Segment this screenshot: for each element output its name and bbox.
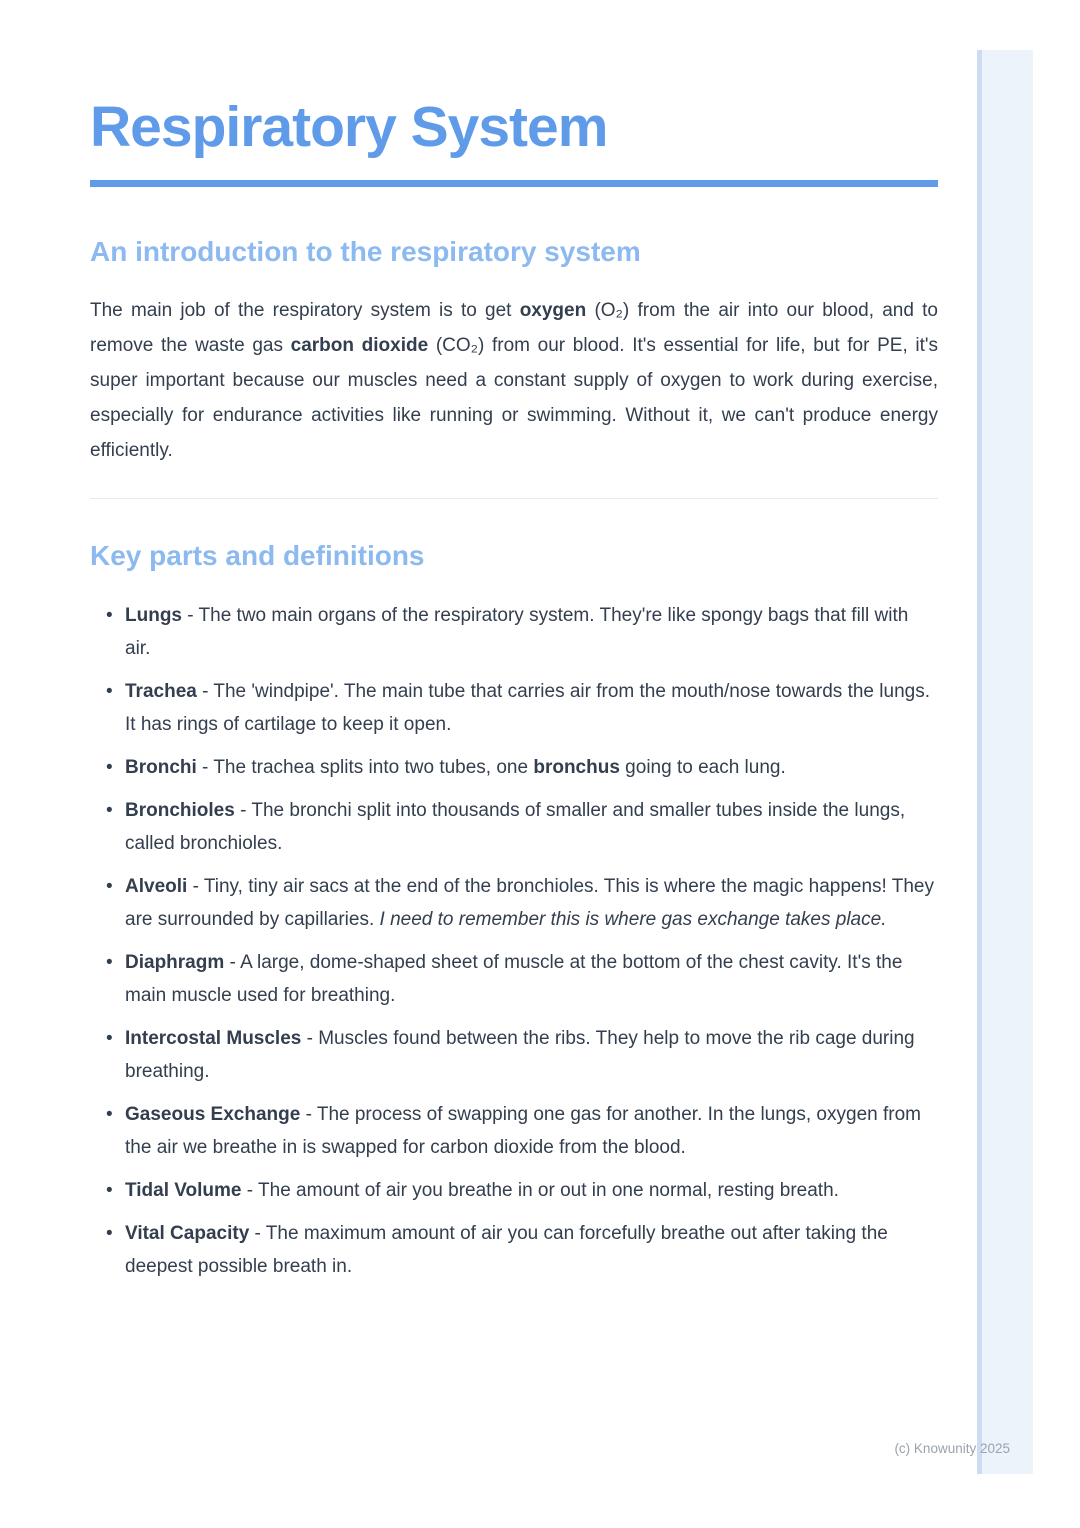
copyright-watermark: (c) Knowunity 2025 <box>894 1441 1010 1456</box>
definition-item <box>125 599 938 665</box>
definition-term: Bronchioles <box>125 800 235 821</box>
text-segment: - The process of swapping one gas for another. In the lungs, oxygen from the air we breathe in is swapped for carbon dioxide from the blood. <box>125 1104 921 1158</box>
definition-term: Gaseous Exchange <box>125 1104 301 1125</box>
definition-term: Lungs <box>125 605 182 626</box>
text-segment: - A large, dome-shaped sheet of muscle at the bottom of the chest cavity. It's the main muscle used for breathing. <box>125 952 903 1006</box>
definition-item <box>125 675 938 741</box>
text-segment: (CO₂) from our blood. It's essential for life, but for PE, it's super important because our muscles need a constant supply of oxygen to work during exercise, especially for endurance activities like running or swimming. Without it, we can't produce energy efficiently. <box>90 335 939 461</box>
definition-item <box>125 751 938 784</box>
definition-item <box>125 870 938 936</box>
text-segment: - The maximum amount of air you can forcefully breathe out after taking the deepest possible breath in. <box>125 1223 888 1277</box>
definition-term: Alveoli <box>125 876 188 897</box>
definitions-list <box>90 599 938 1283</box>
text-segment: - Muscles found between the ribs. They help to move the rib cage during breathing. <box>125 1028 915 1082</box>
text-segment: - Tiny, tiny air sacs at the end of the bronchioles. This is where the magic happens! They are surrounded by capillaries. <box>125 876 934 930</box>
section-heading-key-parts: Key parts and definitions <box>90 540 425 571</box>
intro-paragraph <box>90 293 938 468</box>
definition-term: Diaphragm <box>125 952 225 973</box>
definition-term: Intercostal Muscles <box>125 1028 302 1049</box>
text-segment: (O₂) from the air into our blood, and to remove the waste gas <box>90 300 938 356</box>
definition-item <box>125 1022 938 1088</box>
page-edge-strip <box>977 50 1033 1474</box>
definition-item <box>125 946 938 1012</box>
section-divider <box>90 498 938 499</box>
text-segment: - The trachea splits into two tubes, one <box>196 757 534 778</box>
text-segment: - The amount of air you breathe in or out in one normal, resting breath. <box>241 1180 839 1201</box>
text-segment: oxygen <box>519 300 587 321</box>
text-segment: bronchus <box>533 757 620 778</box>
section-heading-introduction: An introduction to the respiratory system <box>90 236 641 267</box>
text-segment: - The two main organs of the respiratory system. They're like spongy bags that fill with air. <box>125 605 909 659</box>
definition-item <box>125 1174 938 1207</box>
definition-item <box>125 1217 938 1283</box>
definition-item <box>125 1098 938 1164</box>
text-segment: going to each lung. <box>619 757 786 778</box>
text-segment: - The 'windpipe'. The main tube that carries air from the mouth/nose towards the lungs. It has rings of cartilage to keep it open. <box>125 681 930 735</box>
text-segment: carbon dioxide <box>290 335 429 356</box>
text-segment: - The bronchi split into thousands of smaller and smaller tubes inside the lungs, called bronchioles. <box>125 800 906 854</box>
definition-term: Tidal Volume <box>125 1180 242 1201</box>
definition-term: Bronchi <box>125 757 197 778</box>
text-segment: I need to remember this is where gas exchange takes place. <box>379 909 887 930</box>
document-content <box>90 0 938 1293</box>
definition-term: Vital Capacity <box>125 1223 250 1244</box>
definition-term: Trachea <box>125 681 197 702</box>
text-segment: The main job of the respiratory system is to get <box>90 300 520 321</box>
title-underline <box>90 180 938 187</box>
definition-item <box>125 794 938 860</box>
page-title: Respiratory System <box>90 95 608 159</box>
